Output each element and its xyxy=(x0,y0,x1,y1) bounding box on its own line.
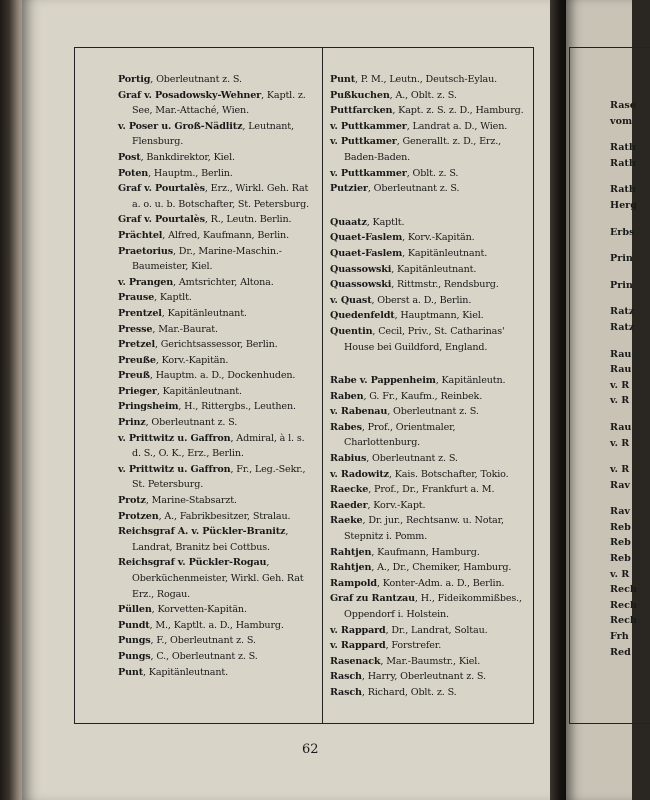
directory-entry: Pretzel, Gerichtsassessor, Berlin. xyxy=(118,339,278,351)
next-page-fragment: v. R xyxy=(610,464,630,476)
next-page-fragment: Rav xyxy=(610,506,630,518)
next-page-fragment: vom xyxy=(610,115,633,127)
next-page-fragment: Rau xyxy=(610,421,632,433)
next-page-fragment: Rau xyxy=(610,348,632,360)
directory-entry: Quaet-Faslem, Korv.-Kapitän. xyxy=(330,232,475,244)
directory-entry: Prause, Kaptlt. xyxy=(118,292,192,304)
fragment-gap xyxy=(610,293,650,304)
directory-entry: Rabes, Prof., Orientmaler, Charlottenburg. xyxy=(330,421,456,449)
section-gap xyxy=(330,197,526,215)
directory-entry: v. Rappard, Dr., Landrat, Soltau. xyxy=(330,624,488,636)
page-number: 62 xyxy=(302,742,319,757)
next-page-fragment: Frh xyxy=(610,631,629,643)
directory-entry: Pungs, C., Oberleutnant z. S. xyxy=(118,650,258,662)
fragment-gap xyxy=(610,267,650,278)
directory-entry: Quedenfeldt, Hauptmann, Kiel. xyxy=(330,310,484,322)
directory-entry: Pundt, M., Kaptlt. a. D., Hamburg. xyxy=(118,619,284,631)
directory-entry: Prinz, Oberleutnant z. S. xyxy=(118,417,238,429)
fragment-gap xyxy=(610,240,650,251)
directory-entry: v. Prittwitz u. Gaffron, Admiral, à l. s. d. S., O. K., Erz., Berlin. xyxy=(118,432,305,460)
directory-entry: Rasch, Harry, Oberleutnant z. S. xyxy=(330,671,486,683)
next-page-fragment: Reb xyxy=(610,521,631,533)
directory-entry: Rasch, Richard, Oblt. z. S. xyxy=(330,686,457,698)
next-page-fragment: Rech xyxy=(610,615,637,627)
next-page-fragment: Rech xyxy=(610,599,637,611)
directory-entry: Raeder, Korv.-Kapt. xyxy=(330,499,426,511)
directory-entry: v. Prittwitz u. Gaffron, Fr., Leg.-Sekr., St. Petersburg. xyxy=(118,463,306,491)
directory-entry: Graf v. Pourtalès, R., Leutn. Berlin. xyxy=(118,214,292,226)
directory-entry: Protzen, A., Fabrikbesitzer, Stralau. xyxy=(118,510,291,522)
directory-entry: Quentin, Cecil, Priv., St. Catharinas' House bei Guildford, England. xyxy=(330,325,505,353)
directory-entry: Quaet-Faslem, Kapitänleutnant. xyxy=(330,247,488,259)
fragment-gap xyxy=(610,171,650,182)
directory-entry: Putzier, Oberleutnant z. S. xyxy=(330,183,460,195)
directory-entry: Pringsheim, H., Rittergbs., Leuthen. xyxy=(118,401,296,413)
directory-entry: v. Prangen, Amtsrichter, Altona. xyxy=(118,276,274,288)
directory-entry: Raeke, Dr. jur., Rechtsanw. u. Notar, Stepnitz i. Pomm. xyxy=(330,515,504,543)
fragment-gap xyxy=(610,451,650,462)
next-page-fragments xyxy=(610,98,650,660)
fragment-gap xyxy=(610,409,650,420)
directory-entry: v. Radowitz, Kais. Botschafter, Tokio. xyxy=(330,468,509,480)
next-page-fragment: Reb xyxy=(610,553,631,565)
directory-entry: Pungs, F., Oberleutnant z. S. xyxy=(118,635,256,647)
directory-entry: v. Quast, Oberst a. D., Berlin. xyxy=(330,294,472,306)
next-page-fragment: Ratz xyxy=(610,306,635,318)
directory-entry: v. Puttkammer, Oblt. z. S. xyxy=(330,167,459,179)
right-column xyxy=(330,72,526,701)
directory-entry: Prentzel, Kapitänleutnant. xyxy=(118,307,247,319)
fragment-gap xyxy=(610,214,650,225)
next-page-fragment: Rav xyxy=(610,479,630,491)
directory-entry: Quaatz, Kaptlt. xyxy=(330,216,405,228)
directory-entry: Preuß, Hauptm. a. D., Dockenhuden. xyxy=(118,370,296,382)
directory-entry: Raecke, Prof., Dr., Frankfurt a. M. xyxy=(330,484,495,496)
directory-entry: Reichsgraf A. v. Pückler-Branitz, Landrat, Branitz bei Cottbus. xyxy=(118,526,289,553)
directory-entry: Graf v. Pourtalès, Erz., Wirkl. Geh. Rat a. o. u. b. Botschafter, St. Petersburg. xyxy=(118,183,310,210)
directory-entry: Prächtel, Alfred, Kaufmann, Berlin. xyxy=(118,229,289,241)
next-page-fragment: Rech xyxy=(610,584,637,596)
next-page-fragment: Rath xyxy=(610,184,636,196)
directory-entry: v. Puttkamer, Generallt. z. D., Erz., Baden-Baden. xyxy=(330,136,502,163)
next-page-fragment: v. R xyxy=(610,437,630,449)
directory-entry: Graf zu Rantzau, H., Fideikommißbes., Oppendorf i. Holstein. xyxy=(330,593,522,620)
directory-entry: Rahtjen, Kaufmann, Hamburg. xyxy=(330,546,480,558)
directory-entry: Rahtjen, A., Dr., Chemiker, Hamburg. xyxy=(330,562,512,574)
directory-entry: Rabius, Oberleutnant z. S. xyxy=(330,453,458,465)
next-page-fragment: Rath xyxy=(610,142,636,154)
next-page-fragment: Prin xyxy=(610,279,633,291)
directory-entry: Raben, G. Fr., Kaufm., Reinbek. xyxy=(330,390,483,402)
next-page-fragment: Prin xyxy=(610,253,633,265)
left-column xyxy=(118,72,316,680)
directory-entry: v. Puttkammer, Landrat a. D., Wien. xyxy=(330,120,508,132)
next-page-fragment: v. R xyxy=(610,379,630,391)
next-page-fragment: Rau xyxy=(610,364,632,376)
next-page-edge xyxy=(566,0,637,800)
next-page-fragment: Erbs xyxy=(610,226,635,238)
directory-entry: Punt, P. M., Leutn., Deutsch-Eylau. xyxy=(330,74,498,85)
directory-entry: Preuße, Korv.-Kapitän. xyxy=(118,354,229,366)
section-gap xyxy=(330,355,526,373)
directory-entry: Pußkuchen, A., Oblt. z. S. xyxy=(330,89,457,101)
book-gutter xyxy=(550,0,566,800)
next-page-fragment: Red xyxy=(610,646,631,658)
directory-entry: Reichsgraf v. Pückler-Rogau, Oberküchenmeister, Wirkl. Geh. Rat Erz., Rogau. xyxy=(118,557,304,600)
directory-entry: Puttfarcken, Kapt. z. S. z. D., Hamburg. xyxy=(330,105,524,117)
directory-entry: Quassowski, Rittmstr., Rendsburg. xyxy=(330,279,499,291)
directory-entry: Presse, Mar.-Baurat. xyxy=(118,323,218,335)
fragment-gap xyxy=(610,336,650,347)
next-page-fragment: v. R xyxy=(610,395,630,407)
directory-entry: Praetorius, Dr., Marine-Maschin.-Baumeister, Kiel. xyxy=(118,245,282,273)
next-page-fragment: Reb xyxy=(610,537,631,549)
fragment-gap xyxy=(610,493,650,504)
directory-entry: Rabe v. Pappenheim, Kapitänleutn. xyxy=(330,375,506,387)
fragment-gap xyxy=(610,129,650,140)
column-divider xyxy=(322,47,323,724)
directory-entry: Quassowski, Kapitänleutnant. xyxy=(330,263,477,275)
next-page-fragment: Ratz xyxy=(610,321,635,333)
directory-entry: Prieger, Kapitänleutnant. xyxy=(118,385,242,397)
directory-entry: v. Rappard, Forstrefer. xyxy=(330,640,442,652)
directory-entry: Graf v. Posadowsky-Wehner, Kaptl. z. See, Mar.-Attaché, Wien. xyxy=(118,89,306,117)
directory-entry: Protz, Marine-Stabsarzt. xyxy=(118,495,237,507)
next-page-fragment: Rase xyxy=(610,100,636,111)
directory-entry: v. Poser u. Groß-Nädlitz, Leutnant, Flensburg. xyxy=(118,120,294,148)
directory-entry: Rasenack, Mar.-Baumstr., Kiel. xyxy=(330,655,481,667)
directory-entry: Poten, Hauptm., Berlin. xyxy=(118,167,233,179)
next-page-fragment: Rath xyxy=(610,157,636,169)
directory-entry: v. Rabenau, Oberleutnant z. S. xyxy=(330,406,479,418)
directory-entry: Portig, Oberleutnant z. S. xyxy=(118,74,242,85)
directory-entry: Post, Bankdirektor, Kiel. xyxy=(118,151,235,163)
directory-entry: Punt, Kapitänleutnant. xyxy=(118,666,229,678)
directory-entry: Püllen, Korvetten-Kapitän. xyxy=(118,604,247,616)
next-page-fragment: v. R xyxy=(610,568,630,580)
next-page-fragment: Herg xyxy=(610,199,637,211)
directory-entry: Rampold, Konter-Adm. a. D., Berlin. xyxy=(330,577,505,589)
